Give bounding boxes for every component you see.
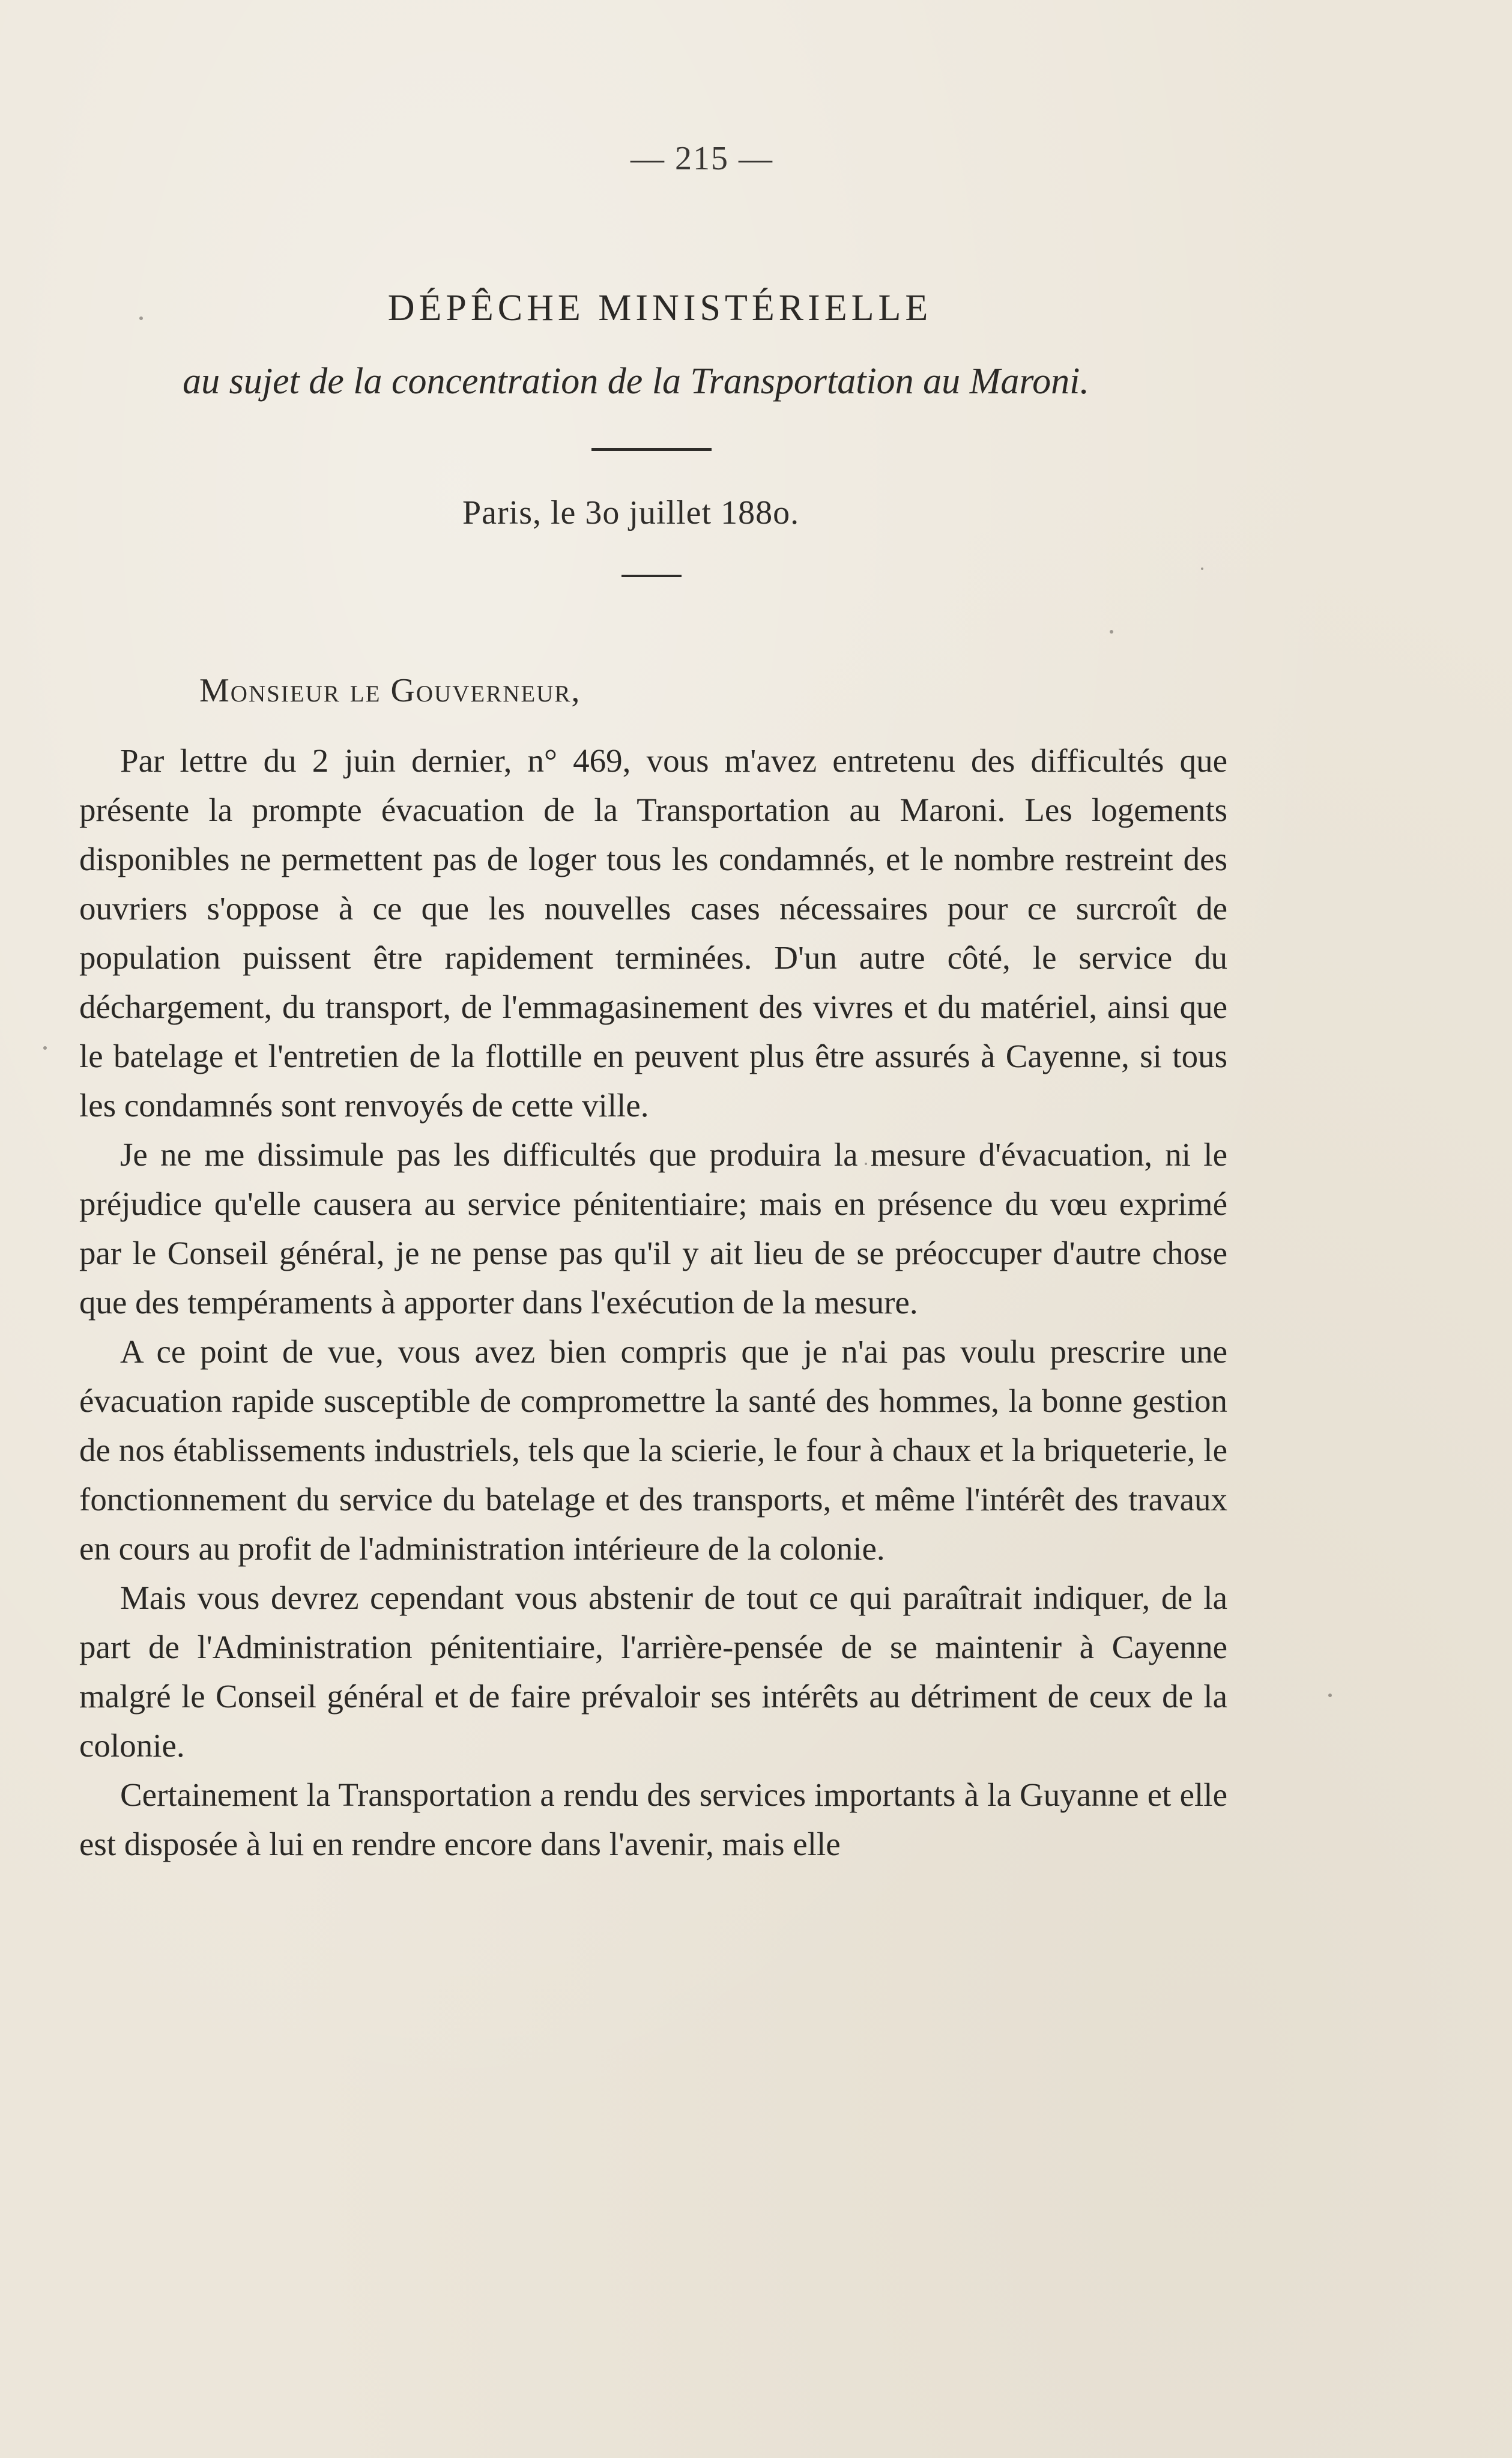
dateline: Paris, le 3o juillet 188o. [462, 494, 800, 531]
salutation: Monsieur le Gouverneur, [199, 672, 581, 709]
document-subtitle: au sujet de la concentration de la Transportation au Maroni. [183, 361, 1089, 402]
paragraph: Mais vous devrez cependant vous abstenir de tout ce qui paraîtrait indiquer, de la part de l'Administration pénitentiaire, l'arrière-pensée de se maintenir à Cayenne malgré le Conseil général et de faire prévaloir ses intérêts au détriment de ceux de la colonie. [79, 1579, 1227, 1764]
paper-speck [865, 1163, 867, 1165]
paper-speck [43, 1046, 47, 1050]
paper-speck [1328, 1694, 1332, 1697]
paragraph: Par lettre du 2 juin dernier, n° 469, vous m'avez entretenu des difficultés que présente la prompte évacuation de la Transportation au Maroni. Les logements disponibles ne permettent pas de loger tous les condamnés, et le nombre restreint des ouvriers s'oppose à ce que les nouvelles cases nécessaires pour ce surcroît de population puissent être rapidement terminées. D'un autre côté, le service du déchargement, du transport, de l'emmagasinement des vivres et du matériel, ainsi que le batelage et l'entretien de la flottille en peuvent plus être assurés à Cayenne, si tous les condamnés sont renvoyés de cette ville. [79, 742, 1227, 1124]
document-title: DÉPÊCHE MINISTÉRIELLE [387, 288, 933, 328]
page-number: — 215 — [631, 140, 773, 177]
paragraph: Certainement la Transportation a rendu des services importants à la Guyanne et elle est disposée à lui en rendre encore dans l'avenir, mais elle [79, 1776, 1227, 1862]
paragraph: A ce point de vue, vous avez bien compris que je n'ai pas voulu prescrire une évacuation rapide susceptible de compromettre la santé des hommes, la bonne gestion de nos établissements industriels, tels que la scierie, le four à chaux et la briqueterie, le fonctionnement du service du batelage et des transports, et même l'intérêt des travaux en cours au profit de l'administration intérieure de la colonie. [79, 1333, 1227, 1567]
paper-speck [1110, 630, 1113, 634]
dateline-divider [621, 575, 682, 577]
paper-speck [139, 316, 143, 320]
paragraph: Je ne me dissimule pas les difficultés que produira la mesure d'évacuation, ni le préjudice qu'elle causera au service pénitentiaire; mais en présence du vœu exprimé par le Conseil général, je ne pense pas qu'il y ait lieu de se préoccuper d'autre chose que des tempéraments à apporter dans l'exécution de la mesure. [79, 1136, 1227, 1321]
paper-speck [1201, 568, 1203, 570]
title-divider [591, 448, 712, 451]
letter-body [79, 736, 1227, 1869]
